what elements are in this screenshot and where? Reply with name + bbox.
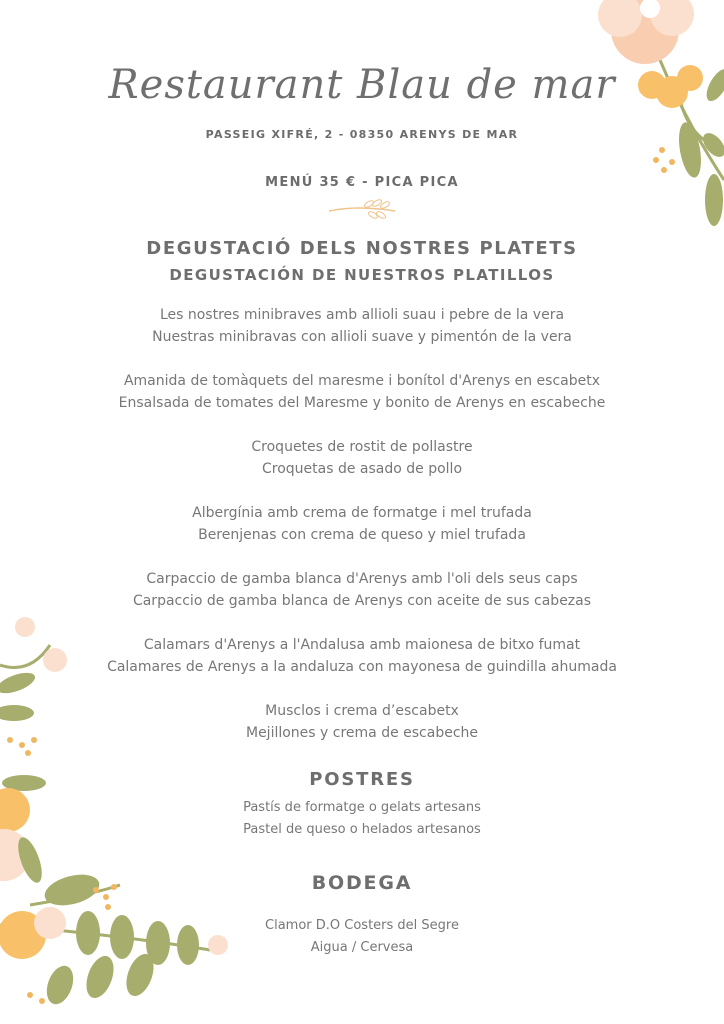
dessert-name-es: Pastel de queso o helados artesanos — [243, 822, 481, 837]
dish-name-es: Carpaccio de gamba blanca de Arenys con aceite de sus cabezas — [132, 593, 592, 609]
dish-item — [0, 634, 724, 678]
desserts-heading: POSTRES — [309, 769, 415, 790]
dessert-name-ca: Pastís de formatge o gelats artesans — [243, 800, 481, 815]
tasting-heading-es: DEGUSTACIÓN DE NUESTROS PLATILLOS — [169, 266, 555, 284]
dish-name-ca: Musclos i crema d’escabetx — [265, 703, 459, 719]
dish-name-es: Mejillones y crema de escabeche — [245, 725, 479, 741]
cellar-heading: BODEGA — [311, 872, 413, 894]
dish-name-es: Croquetas de asado de pollo — [261, 461, 463, 477]
dish-item — [0, 370, 724, 414]
dish-name-es: Berenjenas con crema de queso y miel trufada — [198, 527, 526, 543]
restaurant-address: PASSEIG XIFRÉ, 2 - 08350 ARENYS DE MAR — [205, 128, 519, 141]
drinks-item: Aigua / Cervesa — [310, 940, 414, 955]
dish-name-es: Calamares de Arenys a la andaluza con mayonesa de guindilla ahumada — [107, 659, 617, 675]
menu-price-label: MENÚ 35 € - PICA PICA — [265, 175, 459, 190]
dish-name-ca: Les nostres minibraves amb allioli suau i pebre de la vera — [159, 307, 565, 323]
dish-item — [0, 502, 724, 546]
dish-item — [0, 568, 724, 612]
cellar-list — [0, 915, 724, 959]
desserts-list — [0, 797, 724, 841]
dish-name-es: Nuestras minibravas con allioli suave y pimentón de la vera — [152, 329, 572, 345]
dish-name-ca: Calamars d'Arenys a l'Andalusa amb maionesa de bitxo fumat — [143, 637, 581, 653]
dish-name-ca: Amanida de tomàquets del maresme i bonítol d'Arenys en escabetx — [123, 373, 601, 389]
dish-name-ca: Albergínia amb crema de formatge i mel trufada — [192, 505, 532, 521]
dish-name-ca: Croquetes de rostit de pollastre — [251, 439, 473, 455]
dish-name-es: Ensalsada de tomates del Maresme y bonito de Arenys en escabeche — [118, 395, 606, 411]
tasting-heading-ca: DEGUSTACIÓ DELS NOSTRES PLATETS — [146, 238, 578, 259]
restaurant-title: Restaurant Blau de mar — [108, 62, 616, 108]
dish-item — [0, 700, 724, 744]
dish-item — [0, 436, 724, 480]
dish-item — [0, 304, 724, 348]
sprig-divider-icon — [327, 197, 397, 219]
wine-item: Clamor D.O Costers del Segre — [265, 918, 459, 933]
floral-decoration-top-right-icon — [590, 0, 724, 235]
dish-name-ca: Carpaccio de gamba blanca d'Arenys amb l'oli dels seus caps — [146, 571, 578, 587]
